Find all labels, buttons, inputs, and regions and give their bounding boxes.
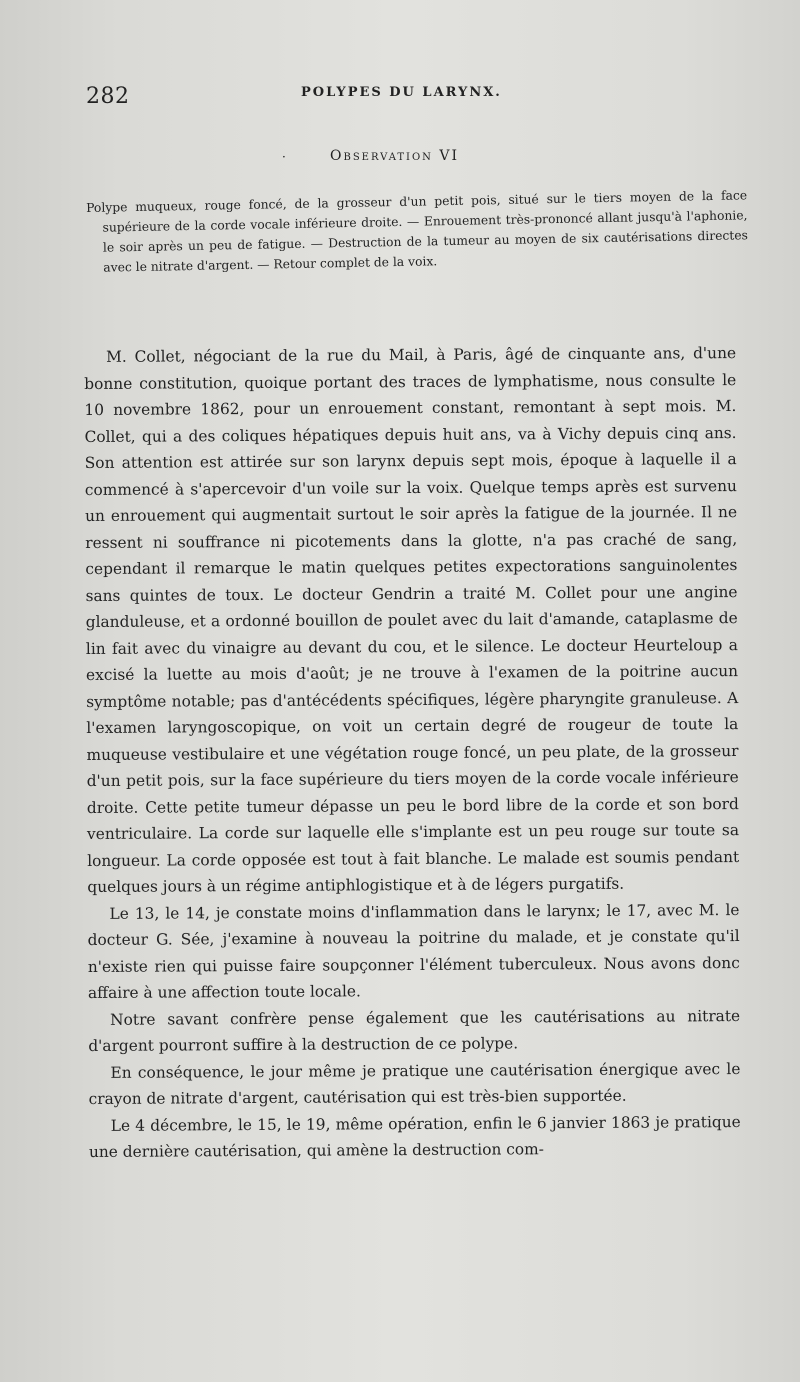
paragraph: En conséquence, le jour même je pratique une cautérisation énergique avec le crayon de nitrate d'argent, cautérisation qui est très-bien supportée. [88,1059,741,1108]
observation-summary: Polype muqueux, rouge foncé, de la grosseur d'un petit pois, situé sur le tiers moyen de la face supérieure de la corde vocale inférieure droite. — Enrouement très-prononcé allant jusqu'à l'aphonie, le soir après un peu de fatigue. — Destruction de la tumeur au moyen de six cautérisations directes avec le nitrate d'argent. — Retour complet de la voix. [86,188,748,275]
running-head: POLYPES DU LARYNX. [301,85,502,100]
section-marker: · [282,150,286,164]
paragraph: Le 13, le 14, je constate moins d'inflammation dans le larynx; le 17, avec M. le docteur G. Sée, j'examine à nouveau la poitrine du malade, et je constate qu'il n'existe rien qui puisse faire soupçonner l'élément tuberculeux. Nous avons donc affaire à une affection toute locale. [87,900,740,1002]
page-number: 282 [86,84,130,109]
paragraph: M. Collet, négociant de la rue du Mail, à Paris, âgé de cinquante ans, d'une bonne constitution, quoique portant des traces de lymphatisme, nous consulte le 10 novembre 1862, pour un enrouement constant, remontant à sept mois. M. Collet, qui a des coliques hépatiques depuis huit ans, va à Vichy depuis cinq ans. Son attention est attirée sur son larynx depuis sept mois, époque à laquelle il a commencé à s'apercevoir d'un voile sur la voix. Quelque temps après est survenu un enrouement qui augmentait surtout le soir après la fatigue de la journée. Il ne ressent ni souffrance ni picotements dans la glotte, n'a pas craché de sang, cependant il remarque le matin quelques petites expectorations sanguinolentes sans quintes de toux. Le docteur Gendrin a traité M. Collet pour une angine glanduleuse, et a ordonné bouillon de poulet avec du lait d'amande, cataplasme de lin fait avec du vinaigre au devant du cou, et le silence. Le docteur Heurteloup a excisé la luette au mois d'août; je ne trouve à l'examen de la poitrine aucun symptôme notable; pas d'antécédents spécifiques, légère pharyngite granuleuse. A l'examen laryngoscopique, on voit un certain degré de rougeur de toute la muqueuse vestibulaire et une végétation rouge foncé, un peu plate, de la grosseur d'un petit pois, sur la face supérieure du tiers moyen de la corde vocale inférieure droite. Cette petite tumeur dépasse un peu le bord libre de la corde et son bord ventriculaire. La corde sur laquelle elle s'implante est un peu rouge sur toute sa longueur. La corde opposée est tout à fait blanche. Le malade est soumis pendant quelques jours à un régime antiphlogistique et à de légers purgatifs. [84,344,740,896]
observation-title: Observation VI [330,148,460,164]
paragraph: Notre savant confrère pense également que les cautérisations au nitrate d'argent pourront suffire à la destruction de ce polype. [88,1006,741,1055]
body-text [84,340,741,1165]
page-header [86,84,736,114]
paragraph: Le 4 décembre, le 15, le 19, même opération, enfin le 6 janvier 1863 je pratique une dernière cautérisation, qui amène la destruction com- [88,1112,741,1161]
